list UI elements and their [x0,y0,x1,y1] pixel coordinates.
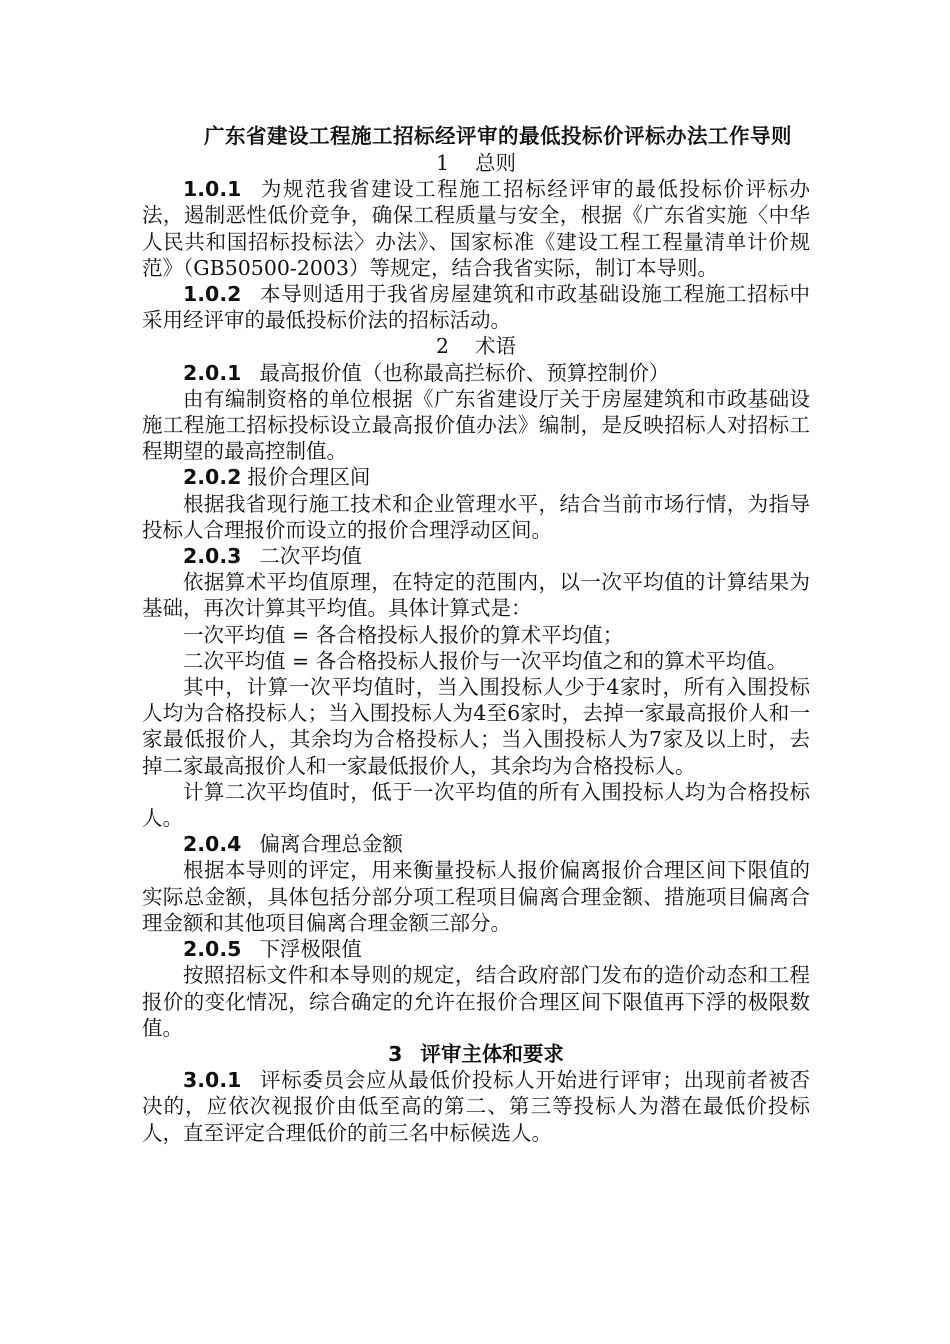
clause-number: 2.0.2 [183,465,242,490]
clause-text: 本导则适用于我省房屋建筑和市政基础设施工程施工招标中采用经评审的最低投标价法的招标活动。 [142,282,810,333]
clause-text: 评标委员会应从最低价投标人开始进行评审；出现前者被否决的，应依次视报价由低至高的第二、第三等投标人为潜在最低价投标人，直至评定合理低价的前三名中标候选人。 [142,1068,810,1145]
clause-2-0-5-definition: 按照招标文件和本导则的规定，结合政府部门发布的造价动态和工程报价的变化情况，综合确定的允许在报价合理区间下限值再下浮的极限数值。 [142,963,810,1040]
clause-number: 1.0.2 [183,282,242,307]
clause-1-0-2 [142,281,810,333]
clause-2-0-4-definition: 根据本导则的评定，用来衡量投标人报价偏离报价合理区间下限值的实际总金额，具体包括分部分项工程项目偏离合理金额、措施项目偏离合理金额和其他项目偏离合理金额三部分。 [142,858,810,935]
clause-2-0-1-definition: 由有编制资格的单位根据《广东省建设厅关于房屋建筑和市政基础设施工程施工招标投标设立最高报价值办法》编制，是反映招标人对招标工程期望的最高控制值。 [142,386,810,464]
clause-term: 二次平均值 [259,544,362,569]
clause-2-0-3-note: 其中，计算一次平均值时，当入围投标人少于4家时，所有入围投标人均为合格投标人；当入围投标人为4至6家时，去掉一家最高报价人和一家最低报价人，其余均为合格投标人；当入围投标人为7家及以上时，去掉二家最高报价人和一家最低报价人，其余均为合格投标人。 [142,675,810,778]
clause-2-0-2 [142,464,810,490]
formula-first-average: 一次平均值 = 各合格投标人报价的算术平均值； [183,622,624,647]
clause-1-0-1 [142,176,810,281]
clause-number: 1.0.1 [183,177,242,202]
document-page [142,122,810,1146]
chapter-title: 术语 [475,334,517,359]
clause-2-0-3 [142,543,810,569]
clause-2-0-1 [142,360,810,386]
clause-number: 2.0.5 [183,937,242,962]
clause-number: 3.0.1 [183,1068,242,1093]
clause-number: 2.0.4 [183,832,242,857]
chapter-1-heading [142,150,810,176]
chapter-title: 评审主体和要求 [420,1041,564,1066]
clause-2-0-5 [142,936,810,962]
clause-term: 报价合理区间 [247,465,371,490]
clause-3-0-1 [142,1067,810,1146]
chapter-2-heading [142,333,810,359]
formula-second-average: 二次平均值 = 各合格投标人报价与一次平均值之和的算术平均值。 [183,648,788,673]
clause-2-0-3-note-2: 计算二次平均值时，低于一次平均值的所有入围投标人均为合格投标人。 [142,779,810,831]
chapter-3-heading [142,1041,810,1067]
clause-term: 下浮极限值 [259,937,362,962]
chapter-title: 总则 [475,151,517,175]
chapter-number: 2 [435,334,450,359]
clause-text: 为规范我省建设工程施工招标经评审的最低投标价评标办法，遏制恶性低价竞争，确保工程质量与安全，根据《广东省实施〈中华人民共和国招标投标法〉办法》、国家标准《建设工程工程量清单计价规范》（GB50500-2003）等规定，结合我省实际，制订本导则。 [142,177,810,280]
clause-number: 2.0.3 [183,544,242,569]
chapter-number: 3 [388,1041,403,1066]
clause-2-0-4 [142,831,810,857]
clause-term: 偏离合理总金额 [259,832,403,857]
clause-2-0-2-definition: 根据我省现行施工技术和企业管理水平，结合当前市场行情，为指导投标人合理报价而设立的报价合理浮动区间。 [142,491,810,542]
chapter-number: 1 [435,151,450,175]
document-title: 广东省建设工程施工招标经评审的最低投标价评标办法工作导则 [204,124,792,148]
clause-number: 2.0.1 [183,360,242,385]
clause-2-0-3-definition: 依据算术平均值原理，在特定的范围内，以一次平均值的计算结果为基础，再次计算其平均值。具体计算式是： [142,570,810,621]
clause-term: 最高报价值（也称最高拦标价、预算控制价） [259,360,670,385]
